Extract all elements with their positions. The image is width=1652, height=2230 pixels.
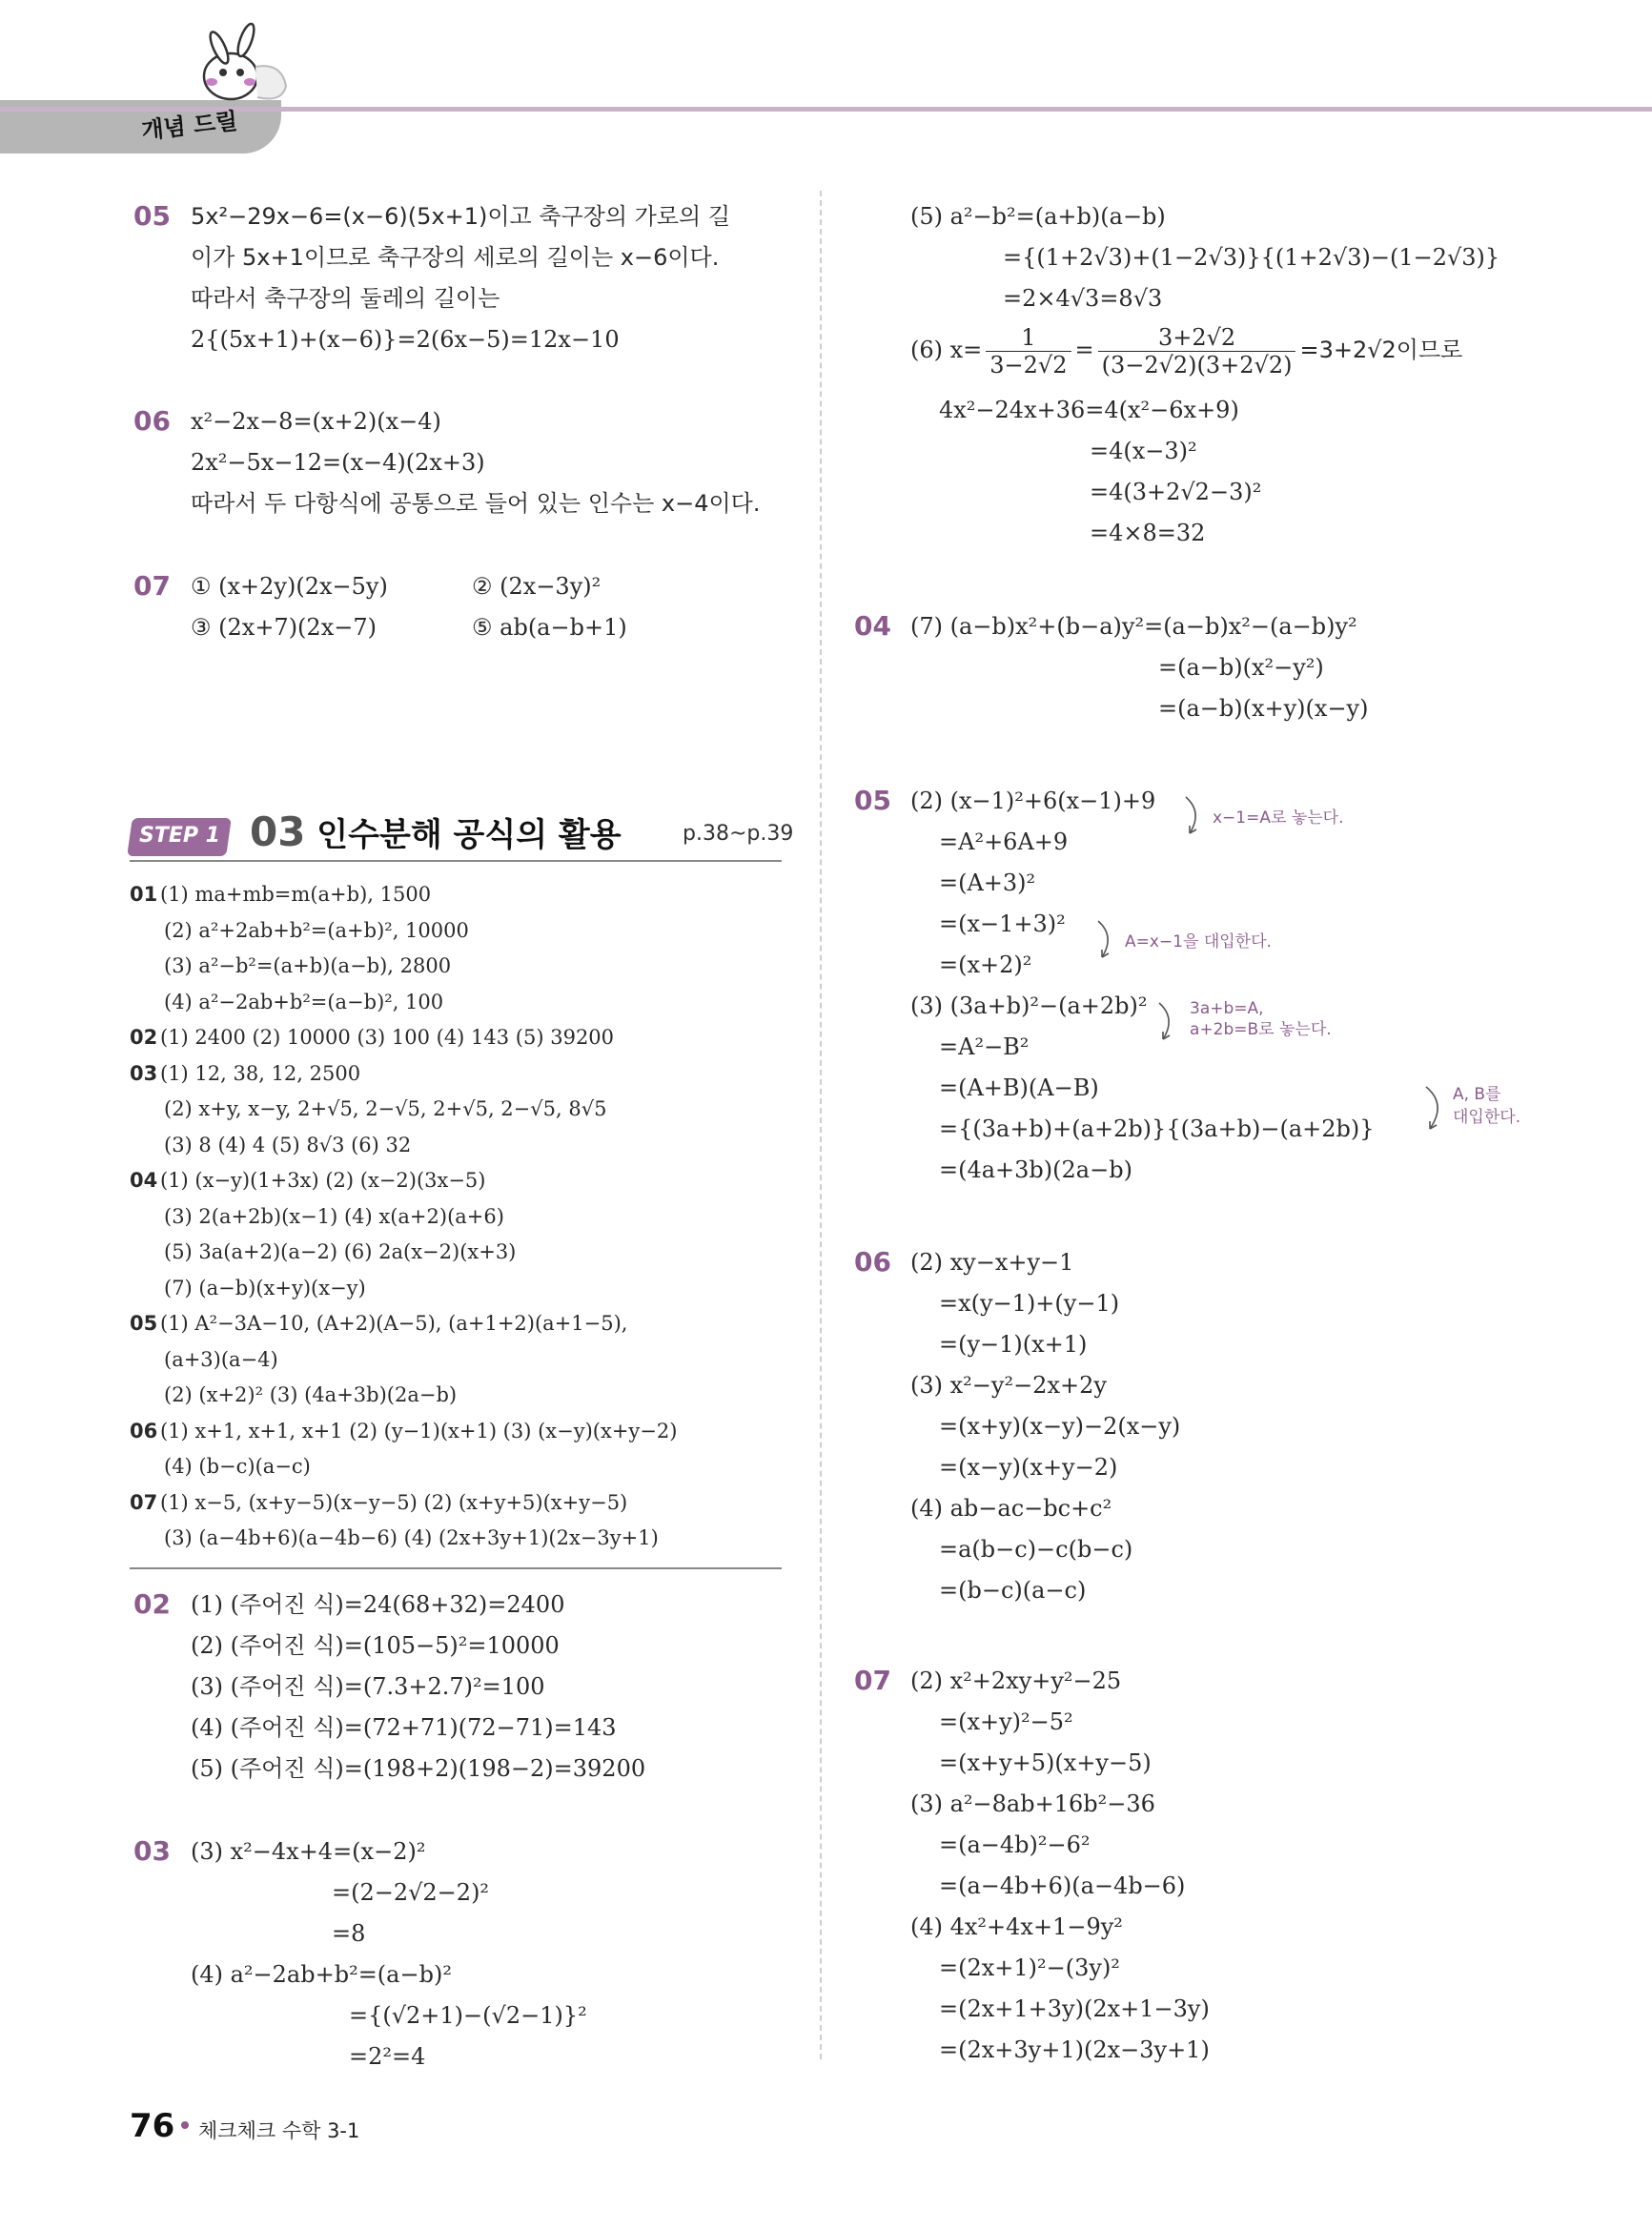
section-number: 03 bbox=[250, 808, 306, 855]
fraction bbox=[1098, 324, 1296, 378]
answer-text: (1) 2400 (2) 10000 (3) 100 (4) 143 (5) 39200 bbox=[160, 1026, 615, 1049]
footer-bullet-icon bbox=[181, 2121, 189, 2129]
math-line: =(2x+1+3y)(2x+1−3y) bbox=[939, 1995, 1210, 2022]
answer-text: (1) (x−y)(1+3x) (2) (x−2)(3x−5) bbox=[160, 1169, 486, 1192]
answer-text: (2) x+y, x−y, 2+√5, 2−√5, 2+√5, 2−√5, 8√5 bbox=[164, 1097, 607, 1120]
answer-text: (4) (b−c)(a−c) bbox=[164, 1455, 311, 1478]
header-tab-label: 개념 드릴 bbox=[140, 107, 239, 145]
annotation-note: a+2b=B로 놓는다. bbox=[1190, 1020, 1332, 1039]
answer-text: (3) 8 (4) 4 (5) 8√3 (6) 32 bbox=[164, 1133, 412, 1156]
answer-number: 06 bbox=[130, 1419, 158, 1442]
math-line: =2²=4 bbox=[349, 2043, 426, 2070]
math-line: =a(b−c)−c(b−c) bbox=[939, 1536, 1133, 1563]
choice-item: ① (x+2y)(2x−5y) bbox=[191, 573, 388, 600]
math-line: (5) (주어진 식)=(198+2)(198−2)=39200 bbox=[191, 1755, 646, 1782]
answer-text: (3) a²−b²=(a+b)(a−b), 2800 bbox=[164, 954, 452, 977]
math-line: (7) (a−b)x²+(b−a)y²=(a−b)x²−(a−b)y² bbox=[910, 613, 1357, 640]
math-line: =(x+y)²−5² bbox=[939, 1708, 1073, 1735]
math-line: (3) a²−8ab+16b²−36 bbox=[910, 1790, 1155, 1817]
math-line: =4×8=32 bbox=[1090, 520, 1206, 546]
math-line: =(4a+3b)(2a−b) bbox=[939, 1156, 1132, 1183]
numerator: 3+2√2 bbox=[1098, 324, 1296, 352]
math-line: (3) x²−4x+4=(x−2)² bbox=[191, 1838, 426, 1865]
math-line: =(y−1)(x+1) bbox=[939, 1331, 1088, 1358]
math-line: =A²+6A+9 bbox=[939, 829, 1069, 855]
math-line: =2×4√3=8√3 bbox=[1003, 285, 1163, 312]
math-line: (3) (주어진 식)=(7.3+2.7)²=100 bbox=[191, 1673, 545, 1700]
denominator: (3−2√2)(3+2√2) bbox=[1101, 352, 1293, 378]
problem-number: 02 bbox=[133, 1588, 171, 1620]
math-line: =(2−2√2−2)² bbox=[332, 1879, 490, 1906]
math-line: (4) ab−ac−bc+c² bbox=[910, 1495, 1112, 1522]
math-line: =A²−B² bbox=[939, 1033, 1030, 1060]
answer-text: (5) 3a(a+2)(a−2) (6) 2a(x−2)(x+3) bbox=[164, 1240, 517, 1263]
page-number: 76 bbox=[130, 2107, 175, 2145]
math-line: =4(3+2√2−3)² bbox=[1090, 479, 1262, 505]
math-line: =(a−4b)²−6² bbox=[939, 1831, 1091, 1858]
math-line: =(a−4b+6)(a−4b−6) bbox=[939, 1872, 1186, 1899]
annotation-note: A=x−1을 대입한다. bbox=[1125, 932, 1272, 951]
text-line: 따라서 축구장의 둘레의 길이는 bbox=[191, 285, 500, 312]
answer-number: 04 bbox=[130, 1169, 158, 1192]
math-line: 4x²−24x+36=4(x²−6x+9) bbox=[939, 397, 1239, 423]
section-title bbox=[250, 808, 622, 855]
math-line: (4) 4x²+4x+1−9y² bbox=[910, 1913, 1123, 1940]
math-line: =x(y−1)+(y−1) bbox=[939, 1290, 1120, 1317]
answer-text: (3) 2(a+2b)(x−1) (4) x(a+2)(a+6) bbox=[164, 1204, 504, 1228]
book-title: 체크체크 수학 3-1 bbox=[198, 2119, 360, 2142]
answer-text: (1) ma+mb=m(a+b), 1500 bbox=[160, 883, 432, 906]
math-line: (3) x²−y²−2x+2y bbox=[910, 1372, 1107, 1399]
math-line: (2) x²+2xy+y²−25 bbox=[910, 1667, 1122, 1694]
math-line: 2{(5x+1)+(x−6)}=2(6x−5)=12x−10 bbox=[191, 326, 620, 353]
math-line: 2x²−5x−12=(x−4)(2x+3) bbox=[191, 449, 485, 476]
answer-number: 05 bbox=[130, 1312, 158, 1335]
answer-text: (2) (x+2)² (3) (4a+3b)(2a−b) bbox=[164, 1383, 458, 1406]
annotation-note: 대입한다. bbox=[1453, 1108, 1521, 1127]
problem-number: 07 bbox=[133, 570, 171, 602]
fraction-line: (6) x= $\frac{1}{3-2√2}$ = $\frac{3+2√2}{(3-2√2)(3+2√2)}$ =3+2√2이므로 bbox=[910, 324, 1463, 378]
math-line: =(x−y)(x+y−2) bbox=[939, 1454, 1118, 1481]
mascot-icon bbox=[191, 19, 296, 114]
problem-number: 06 bbox=[854, 1246, 891, 1278]
math-line: x²−2x−8=(x+2)(x−4) bbox=[191, 408, 441, 435]
fraction bbox=[986, 324, 1071, 378]
answer-number: 01 bbox=[130, 883, 158, 906]
problem-number: 04 bbox=[854, 610, 891, 642]
math-line: =(x+y)(x−y)−2(x−y) bbox=[939, 1413, 1181, 1440]
denominator: 3−2√2 bbox=[989, 352, 1068, 378]
section-rule bbox=[130, 860, 782, 862]
math-line: =(A+B)(A−B) bbox=[939, 1074, 1099, 1101]
page-reference: p.38~p.39 bbox=[683, 822, 794, 846]
step-label: STEP 1 bbox=[139, 824, 220, 848]
problem-number: 06 bbox=[133, 405, 171, 437]
answer-number: 07 bbox=[130, 1490, 158, 1514]
answer-number: 02 bbox=[130, 1026, 158, 1049]
math-line: =(b−c)(a−c) bbox=[939, 1577, 1087, 1604]
answer-text: (3) (a−4b+6)(a−4b−6) (4) (2x+3y+1)(2x−3y+1) bbox=[164, 1526, 659, 1549]
math-line: ={(√2+1)−(√2−1)}² bbox=[349, 2002, 587, 2029]
math-line: =(x+y+5)(x+y−5) bbox=[939, 1749, 1152, 1776]
answer-text: (a+3)(a−4) bbox=[164, 1347, 278, 1371]
choice-item: ⑤ ab(a−b+1) bbox=[472, 614, 627, 641]
problem-number: 03 bbox=[133, 1835, 171, 1867]
math-line: =8 bbox=[332, 1920, 366, 1947]
problem-number: 05 bbox=[854, 785, 891, 816]
math-line: (1) (주어진 식)=24(68+32)=2400 bbox=[191, 1591, 565, 1618]
answer-text: (1) A²−3A−10, (A+2)(A−5), (a+1+2)(a+1−5), bbox=[160, 1312, 628, 1335]
answer-text: (1) x−5, (x+y−5)(x−y−5) (2) (x+y+5)(x+y−5) bbox=[160, 1490, 628, 1514]
answer-text: (1) 12, 38, 12, 2500 bbox=[160, 1061, 361, 1085]
answer-number: 03 bbox=[130, 1061, 158, 1085]
text-line: 5x²−29x−6=(x−6)(5x+1)이고 축구장의 가로의 길 bbox=[191, 203, 731, 230]
math-line: (2) (x−1)²+6(x−1)+9 bbox=[910, 788, 1156, 814]
math-line: (2) xy−x+y−1 bbox=[910, 1249, 1074, 1276]
curved-arrow-icon bbox=[1094, 917, 1123, 965]
math-line: =(x−1+3)² bbox=[939, 910, 1066, 937]
annotation-note: A, B를 bbox=[1453, 1085, 1501, 1104]
answer-text: (4) a²−2ab+b²=(a−b)², 100 bbox=[164, 990, 444, 1013]
math-line: ={(3a+b)+(a+2b)}{(3a+b)−(a+2b)} bbox=[939, 1115, 1375, 1142]
fraction-suffix: =3+2√2이므로 bbox=[1299, 337, 1463, 363]
math-line: (4) (주어진 식)=(72+71)(72−71)=143 bbox=[191, 1714, 617, 1741]
curved-arrow-icon bbox=[1182, 793, 1211, 841]
math-line: =(2x+3y+1)(2x−3y+1) bbox=[939, 2036, 1210, 2063]
text-line: 이가 5x+1이므로 축구장의 세로의 길이는 x−6이다. bbox=[191, 244, 720, 271]
math-line: ={(1+2√3)+(1−2√3)}{(1+2√3)−(1−2√3)} bbox=[1003, 244, 1500, 271]
problem-number: 05 bbox=[133, 200, 171, 232]
numerator: 1 bbox=[986, 324, 1071, 352]
problem-number: 07 bbox=[854, 1665, 891, 1696]
choice-item: ③ (2x+7)(2x−7) bbox=[191, 614, 377, 641]
text-line: 따라서 두 다항식에 공통으로 들어 있는 인수는 x−4이다. bbox=[191, 490, 761, 517]
column-divider bbox=[820, 191, 822, 2059]
choice-item: ② (2x−3y)² bbox=[472, 573, 602, 600]
math-line: =(A+3)² bbox=[939, 869, 1036, 896]
math-line: =(2x+1)²−(3y)² bbox=[939, 1954, 1120, 1981]
math-line: =(a−b)(x²−y²) bbox=[1158, 654, 1324, 681]
annotation-note: x−1=A로 놓는다. bbox=[1213, 808, 1344, 828]
curved-arrow-icon bbox=[1155, 999, 1184, 1047]
answer-text: (2) a²+2ab+b²=(a+b)², 10000 bbox=[164, 918, 469, 942]
answer-text: (1) x+1, x+1, x+1 (2) (y−1)(x+1) (3) (x−y)(x+y−2) bbox=[160, 1419, 678, 1442]
math-line: (2) (주어진 식)=(105−5)²=10000 bbox=[191, 1632, 560, 1659]
math-line: =(a−b)(x+y)(x−y) bbox=[1158, 695, 1369, 722]
math-line: =4(x−3)² bbox=[1090, 438, 1197, 464]
curved-arrow-icon bbox=[1420, 1083, 1453, 1136]
math-line: (3) (3a+b)²−(a+2b)² bbox=[910, 992, 1148, 1019]
annotation-note: 3a+b=A, bbox=[1190, 999, 1264, 1018]
fraction-prefix: (6) x= bbox=[910, 337, 983, 363]
math-line: (4) a²−2ab+b²=(a−b)² bbox=[191, 1961, 452, 1988]
math-line: =(x+2)² bbox=[939, 951, 1032, 978]
section-title-text: 인수분해 공식의 활용 bbox=[316, 816, 622, 854]
answer-divider bbox=[130, 1567, 782, 1569]
math-line: (5) a²−b²=(a+b)(a−b) bbox=[910, 203, 1166, 230]
answer-text: (7) (a−b)(x+y)(x−y) bbox=[164, 1276, 366, 1299]
